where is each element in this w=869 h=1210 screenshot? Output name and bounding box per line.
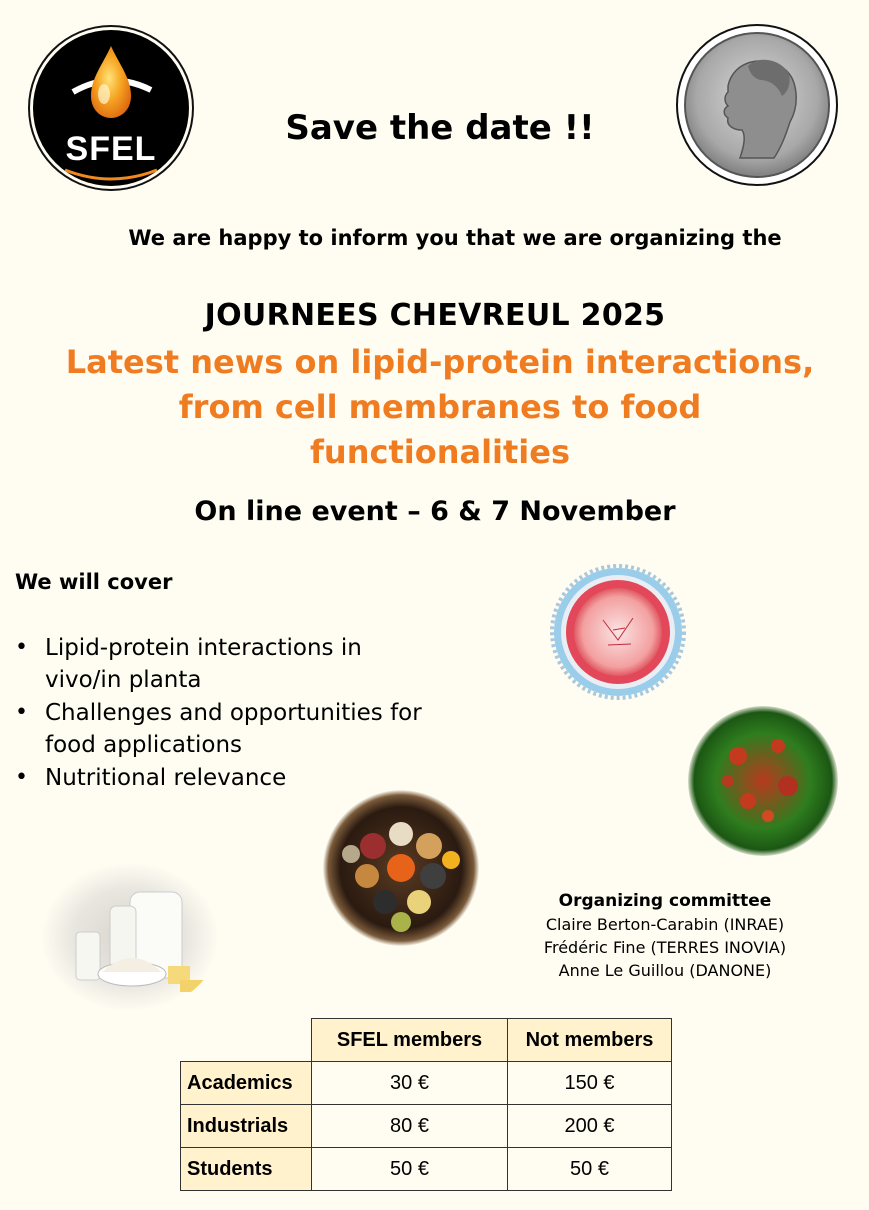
table-row [181, 1062, 672, 1105]
lipid-membrane-image [543, 560, 693, 704]
price-cell: 50 € [508, 1148, 672, 1191]
legumes-bowls-image [323, 790, 479, 946]
price-cell: 30 € [312, 1062, 508, 1105]
price-cell: 200 € [508, 1105, 672, 1148]
row-label-students: Students [181, 1148, 312, 1191]
list-item: • Challenges and opportunities for food applications [15, 697, 445, 761]
chevreul-medal-image [676, 24, 838, 186]
committee-member: Claire Berton-Carabin (INRAE) [545, 915, 785, 934]
committee-title: Organizing committee [558, 891, 772, 911]
price-cell: 80 € [312, 1105, 508, 1148]
table-corner [181, 1019, 312, 1062]
subtitle-line: Latest news on lipid-protein interactions, [65, 343, 815, 381]
event-subtitle [50, 340, 830, 475]
row-label-industrials: Industrials [181, 1105, 312, 1148]
dairy-products-image [40, 862, 220, 1012]
sfel-logo [33, 30, 189, 186]
row-label-academics: Academics [181, 1062, 312, 1105]
list-item: • Nutritional relevance [15, 762, 445, 794]
committee-member: Frédéric Fine (TERRES INOVIA) [543, 938, 787, 957]
save-the-date-heading: Save the date !! [285, 108, 595, 148]
subtitle-line: functionalities [309, 433, 571, 471]
column-header-not-members: Not members [508, 1019, 672, 1062]
microscopy-image [688, 706, 838, 856]
logo-text: SFEL [65, 130, 157, 168]
organizing-committee [480, 890, 850, 982]
cover-title: We will cover [15, 570, 173, 594]
price-cell: 150 € [508, 1062, 672, 1105]
committee-member: Anne Le Guillou (DANONE) [558, 961, 772, 980]
event-date-line: On line event – 6 & 7 November [194, 496, 676, 527]
table-row [181, 1105, 672, 1148]
cover-topics-list [15, 632, 445, 795]
column-header-sfel-members: SFEL members [312, 1019, 508, 1062]
list-item: • Lipid-protein interactions in vivo/in planta [15, 632, 445, 696]
table-header-row [181, 1019, 672, 1062]
price-cell: 50 € [312, 1148, 508, 1191]
table-row [181, 1148, 672, 1191]
pricing-table [180, 1018, 672, 1191]
event-title: JOURNEES CHEVREUL 2025 [204, 298, 666, 333]
intro-text: We are happy to inform you that we are organizing the [128, 226, 782, 250]
subtitle-line: from cell membranes to food [178, 388, 702, 426]
